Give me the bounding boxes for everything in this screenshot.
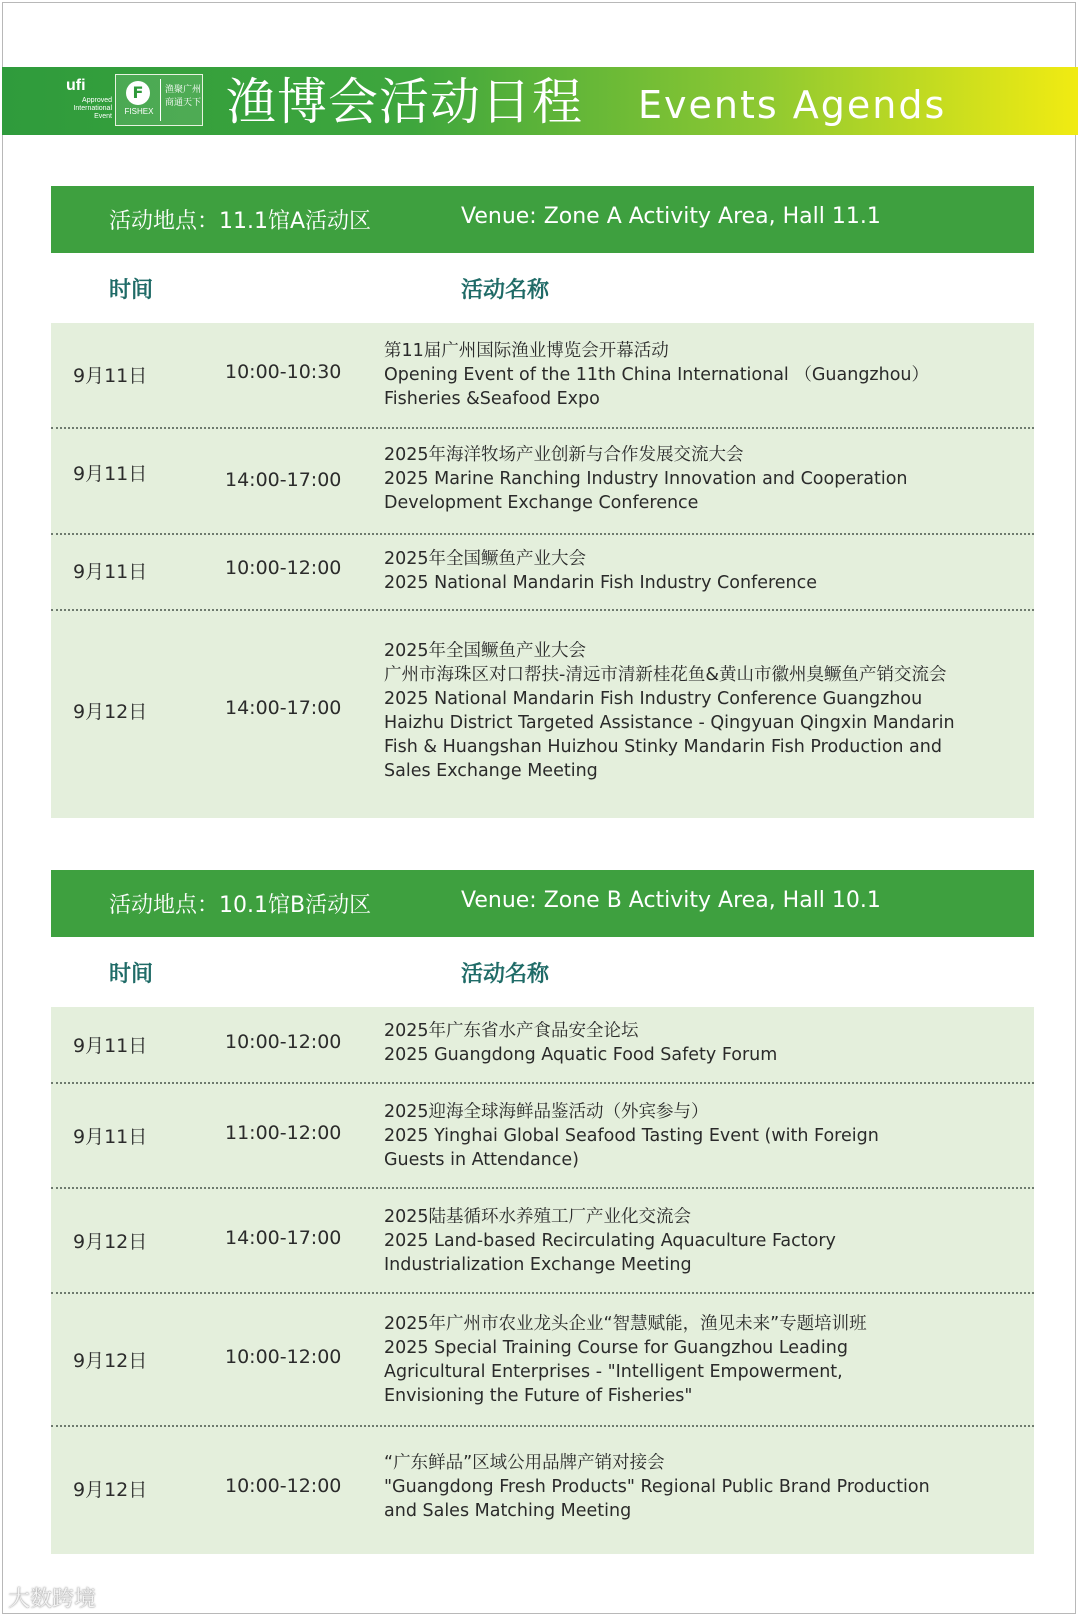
slogan-line: 渔聚广州 xyxy=(165,85,202,95)
column-header-event: 活动名称 xyxy=(461,962,550,987)
event-title-line: Development Exchange Conference xyxy=(384,493,699,513)
column-headers xyxy=(51,937,1034,1007)
schedule-row xyxy=(51,611,1034,818)
venue-label-en: Venue: Zone A Activity Area, Hall 11.1 xyxy=(461,204,881,229)
event-time: 10:00-10:30 xyxy=(225,361,342,383)
watermark: 大数跨境 xyxy=(8,1587,97,1612)
ufi-caption-line: International xyxy=(73,105,112,112)
event-title-line: "Guangdong Fresh Products" Regional Public Brand Production xyxy=(384,1477,930,1497)
event-title xyxy=(384,1451,1022,1523)
event-title-line: 2025 Yinghai Global Seafood Tasting Event (with Foreign xyxy=(384,1126,879,1146)
event-title xyxy=(384,547,1022,595)
event-title xyxy=(384,639,1022,783)
event-title-line: 2025迎海全球海鲜品鉴活动（外宾参与） xyxy=(384,1102,709,1122)
schedule-row xyxy=(51,535,1034,611)
event-date: 9月11日 xyxy=(73,561,148,583)
ufi-logo-mark: ufi xyxy=(66,77,86,94)
event-title-line: Opening Event of the 11th China International （Guangzhou） xyxy=(384,365,930,385)
ufi-logo xyxy=(60,77,112,125)
logo-divider xyxy=(160,79,161,121)
event-date: 9月12日 xyxy=(73,1231,148,1253)
venue-section-b xyxy=(51,870,1034,1554)
event-time: 14:00-17:00 xyxy=(225,697,342,719)
column-header-time: 时间 xyxy=(109,962,154,987)
venue-label-en: Venue: Zone B Activity Area, Hall 10.1 xyxy=(461,888,881,913)
schedule-row xyxy=(51,323,1034,429)
column-header-event: 活动名称 xyxy=(461,278,550,303)
event-time: 11:00-12:00 xyxy=(225,1122,342,1144)
event-title xyxy=(384,1312,1022,1408)
event-title xyxy=(384,1100,1022,1172)
event-title xyxy=(384,443,1022,515)
event-title xyxy=(384,1205,1022,1277)
schedule-row xyxy=(51,1007,1034,1084)
event-time: 10:00-12:00 xyxy=(225,1475,342,1497)
event-title-line: Industrialization Exchange Meeting xyxy=(384,1255,692,1275)
event-title-line: 广州市海珠区对口帮扶-清远市清新桂花鱼&黄山市徽州臭鳜鱼产销交流会 xyxy=(384,665,947,685)
fishex-logo-icon: F xyxy=(126,81,150,105)
schedule-row xyxy=(51,429,1034,535)
event-title-line: Guests in Attendance) xyxy=(384,1150,579,1170)
venue-label-cn: 活动地点：10.1馆B活动区 xyxy=(109,893,372,918)
fishex-slogan xyxy=(165,84,201,110)
event-title-line: 2025 National Mandarin Fish Industry Conference Guangzhou xyxy=(384,689,923,709)
fishex-logo xyxy=(115,74,203,126)
schedule-row xyxy=(51,1427,1034,1554)
ufi-caption-line: Approved xyxy=(82,97,112,104)
venue-header xyxy=(51,186,1034,253)
event-title-line: 2025年广州市农业龙头企业“智慧赋能，渔见未来”专题培训班 xyxy=(384,1314,867,1334)
page-title-cn: 渔博会活动日程 xyxy=(226,73,583,131)
event-title-line: 2025年广东省水产食品安全论坛 xyxy=(384,1021,639,1041)
venue-label-cn: 活动地点：11.1馆A活动区 xyxy=(109,209,372,234)
event-title-line: 2025陆基循环水养殖工厂产业化交流会 xyxy=(384,1207,692,1227)
event-title-line: 2025年海洋牧场产业创新与合作发展交流大会 xyxy=(384,445,744,465)
event-date: 9月11日 xyxy=(73,365,148,387)
slogan-line: 商通天下 xyxy=(165,98,202,108)
event-title-line: Fish & Huangshan Huizhou Stinky Mandarin Fish Production and xyxy=(384,737,942,757)
schedule-row xyxy=(51,1189,1034,1294)
event-date: 9月12日 xyxy=(73,1479,148,1501)
event-title-line: 2025年全国鳜鱼产业大会 xyxy=(384,641,587,661)
column-header-time: 时间 xyxy=(109,278,154,303)
event-title-line: 2025 Marine Ranching Industry Innovation and Cooperation xyxy=(384,469,908,489)
event-time: 10:00-12:00 xyxy=(225,557,342,579)
event-time: 14:00-17:00 xyxy=(225,1227,342,1249)
event-title-line: 2025年全国鳜鱼产业大会 xyxy=(384,549,587,569)
event-title-line: and Sales Matching Meeting xyxy=(384,1501,632,1521)
column-headers xyxy=(51,253,1034,323)
event-date: 9月11日 xyxy=(73,463,148,485)
event-time: 10:00-12:00 xyxy=(225,1031,342,1053)
event-title-line: Agricultural Enterprises - "Intelligent Empowerment, xyxy=(384,1362,843,1382)
event-time: 14:00-17:00 xyxy=(225,469,342,491)
event-title xyxy=(384,339,1022,411)
ufi-caption-line: Event xyxy=(94,113,112,120)
event-title-line: “广东鲜品”区域公用品牌产销对接会 xyxy=(384,1453,665,1473)
event-title-line: 2025 Special Training Course for Guangzhou Leading xyxy=(384,1338,848,1358)
venue-section-a xyxy=(51,186,1034,818)
event-title-line: Fisheries &Seafood Expo xyxy=(384,389,600,409)
event-title-line: 2025 Land-based Recirculating Aquaculture Factory xyxy=(384,1231,836,1251)
event-title-line: 2025 Guangdong Aquatic Food Safety Forum xyxy=(384,1045,778,1065)
page-title-en: Events Agends xyxy=(638,83,947,127)
event-title-line: 第11届广州国际渔业博览会开幕活动 xyxy=(384,341,669,361)
event-title-line: Envisioning the Future of Fisheries" xyxy=(384,1386,693,1406)
event-date: 9月12日 xyxy=(73,1350,148,1372)
event-title-line: Haizhu District Targeted Assistance - Qingyuan Qingxin Mandarin xyxy=(384,713,955,733)
ufi-logo-caption xyxy=(60,97,112,121)
venue-header xyxy=(51,870,1034,937)
event-date: 9月12日 xyxy=(73,701,148,723)
schedule-row xyxy=(51,1294,1034,1427)
schedule-row xyxy=(51,1084,1034,1189)
event-title-line: Sales Exchange Meeting xyxy=(384,761,598,781)
fishex-logo-name: FISHEX xyxy=(124,107,154,116)
event-time: 10:00-12:00 xyxy=(225,1346,342,1368)
event-title-line: 2025 National Mandarin Fish Industry Conference xyxy=(384,573,818,593)
event-date: 9月11日 xyxy=(73,1126,148,1148)
event-title xyxy=(384,1019,1022,1067)
event-date: 9月11日 xyxy=(73,1035,148,1057)
